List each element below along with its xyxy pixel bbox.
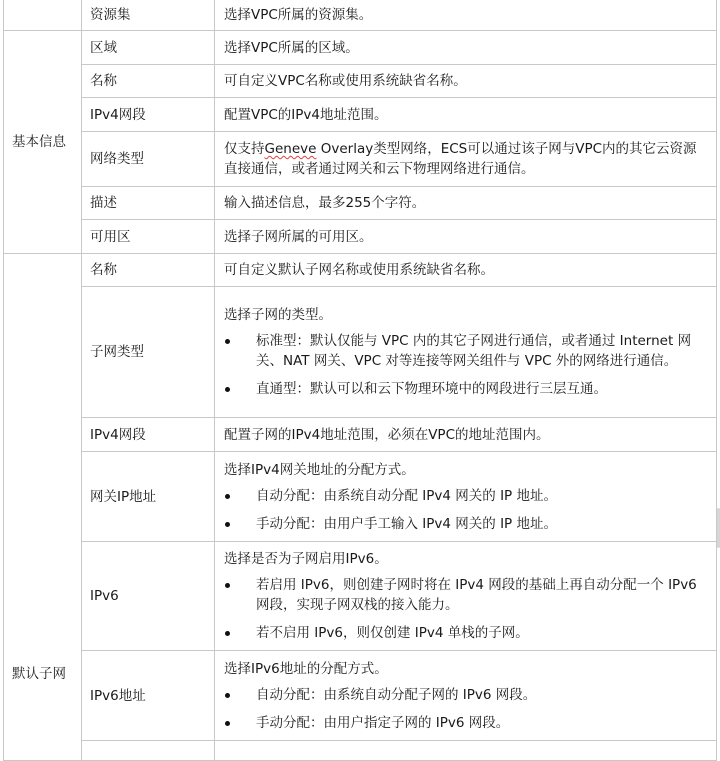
- field-name: IPv4网段: [82, 418, 215, 452]
- table-row: [4, 452, 717, 542]
- desc-text: Overlay类型网络，ECS可以通过该子网与VPC内的其它云资源直接通信，或者通过网关和云下物理网络进行通信。: [224, 141, 697, 177]
- list-item: 标准型：默认仅能与 VPC 内的其它子网进行通信，或者通过 Internet 网关、NAT 网关、VPC 对等连接等网关组件与 VPC 外的网络进行通信。: [224, 331, 708, 371]
- table-row: [4, 65, 717, 98]
- bullet-list: [224, 685, 708, 733]
- field-name: IPv4网段: [82, 98, 215, 132]
- field-name: 子网类型: [82, 287, 215, 418]
- field-description: 可自定义默认子网名称或使用系统缺省名称。: [215, 254, 717, 287]
- field-name: 区域: [82, 31, 215, 65]
- field-name: 网关IP地址: [82, 452, 215, 542]
- field-name: IPv6: [82, 542, 215, 651]
- field-description: 输入描述信息，最多255个字符。: [215, 187, 717, 220]
- desc-intro: 选择IPv6地址的分配方式。: [224, 660, 388, 677]
- field-name: 名称: [82, 254, 215, 287]
- field-description: [215, 132, 717, 187]
- field-name: 资源集: [82, 0, 215, 31]
- field-description: 配置子网的IPv4地址范围，必须在VPC的地址范围内。: [215, 418, 717, 452]
- bullet-list: [224, 486, 708, 534]
- table-row: [4, 254, 717, 287]
- field-description: 配置VPC的IPv4地址范围。: [215, 98, 717, 132]
- field-description: 选择子网所属的可用区。: [215, 220, 717, 254]
- table-row: [4, 98, 717, 132]
- table-row: [4, 187, 717, 220]
- table-row: [4, 418, 717, 452]
- field-name-empty: [82, 741, 215, 761]
- field-description: [215, 287, 717, 418]
- table-row: [4, 287, 717, 418]
- table-row: [4, 132, 717, 187]
- group-cell-empty: [4, 0, 82, 31]
- field-name: 名称: [82, 65, 215, 98]
- field-description: [215, 452, 717, 542]
- field-description: 选择VPC所属的区域。: [215, 31, 717, 65]
- desc-intro: 选择子网的类型。: [224, 307, 332, 323]
- spellcheck-word: Geneve: [264, 141, 317, 157]
- field-name: 描述: [82, 187, 215, 220]
- bullet-list: [224, 331, 708, 399]
- field-name: IPv6地址: [82, 651, 215, 741]
- list-item: 手动分配：由用户手工输入 IPv4 网关的 IP 地址。: [224, 514, 708, 534]
- field-description: [215, 651, 717, 741]
- field-name: 可用区: [82, 220, 215, 254]
- list-item: 自动分配：由系统自动分配子网的 IPv6 网段。: [224, 685, 708, 705]
- table-row: [4, 31, 717, 65]
- table-row: [4, 0, 717, 31]
- list-item: 自动分配：由系统自动分配 IPv4 网关的 IP 地址。: [224, 486, 708, 506]
- list-item: 直通型：默认可以和云下物理环境中的网段进行三层互通。: [224, 379, 708, 399]
- field-description: 可自定义VPC名称或使用系统缺省名称。: [215, 65, 717, 98]
- list-item: 手动分配：由用户指定子网的 IPv6 网段。: [224, 713, 708, 733]
- table-row: [4, 542, 717, 651]
- parameter-table: [3, 0, 717, 761]
- field-description: [215, 542, 717, 651]
- bullet-list: [224, 575, 708, 643]
- desc-intro: 选择是否为子网启用IPv6。: [224, 551, 388, 567]
- table-row: [4, 651, 717, 741]
- field-description-empty: [215, 741, 717, 761]
- field-name: 网络类型: [82, 132, 215, 187]
- table-row: [4, 220, 717, 254]
- desc-intro: 选择IPv4网关地址的分配方式。: [224, 461, 415, 478]
- group-label-default-subnet: 默认子网: [4, 254, 82, 761]
- desc-text: 仅支持: [224, 141, 265, 157]
- group-label-basic-info: 基本信息: [4, 31, 82, 254]
- list-item: 若不启用 IPv6，则仅创建 IPv4 单栈的子网。: [224, 623, 708, 643]
- field-description: 选择VPC所属的资源集。: [215, 0, 717, 31]
- table-row: [4, 741, 717, 761]
- list-item: 若启用 IPv6，则创建子网时将在 IPv4 网段的基础上再自动分配一个 IPv6 网段，实现子网双栈的接入能力。: [224, 575, 708, 615]
